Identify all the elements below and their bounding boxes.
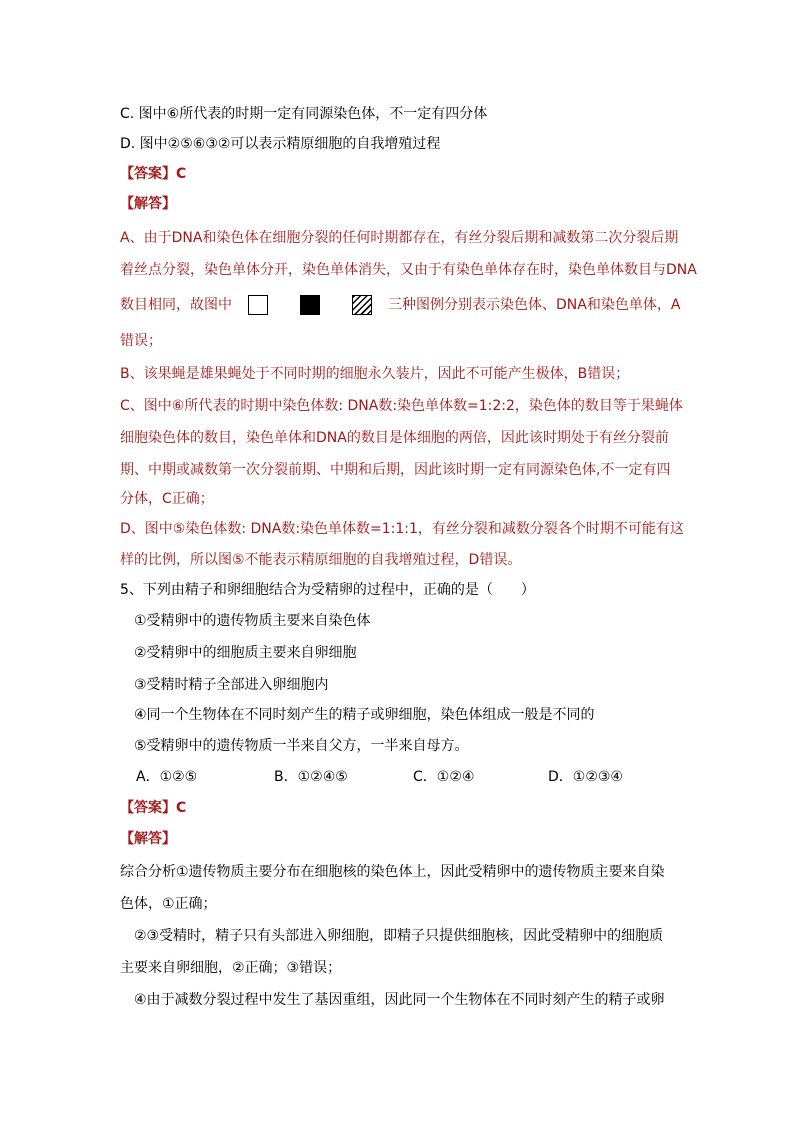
answer-label: 【答案】C (120, 166, 187, 182)
option-d-line: D. 图中②⑤⑥③②可以表示精原细胞的自我增殖过程 (120, 136, 441, 152)
answer-label-5: 【答案】C (120, 800, 187, 816)
legend-hatched-box-icon (352, 295, 372, 315)
solution-d-line-2: 样的比例，所以图⑤不能表示精原细胞的自我增殖过程，D错误。 (120, 552, 522, 568)
solution-c-line-1: C、图中⑥所代表的时期中染色体数: DNA数:染色单体数=1:2:2，染色体的数目等于果蝇体 (120, 398, 683, 414)
analysis-line-4: 主要来自卵细胞，②正确；③错误； (120, 960, 342, 976)
statement-5: ⑤受精卵中的遗传物质一半来自父方，一半来自母方。 (134, 738, 469, 754)
analysis-line-5: ④由于减数分裂过程中发生了基因重组，因此同一个生物体在不同时刻产生的精子或卵 (134, 992, 665, 1008)
option-c-line: C. 图中⑥所代表的时期一定有同源染色体，不一定有四分体 (120, 106, 488, 122)
solution-label-5: 【解答】 (120, 831, 176, 847)
analysis-line-3: ②③受精时，精子只有头部进入卵细胞，即精子只提供细胞核，因此受精卵中的细胞质 (134, 928, 664, 944)
statement-4: ④同一个生物体在不同时刻产生的精子或卵细胞，染色体组成一般是不同的 (134, 707, 595, 723)
solution-a-line-1: A、由于DNA和染色体在细胞分裂的任何时期都存在，有丝分裂后期和减数第二次分裂后期 (120, 230, 679, 246)
solution-b-line: B、该果蝇是雄果蝇处于不同时期的细胞永久装片，因此不可能产生极体，B错误； (120, 366, 630, 382)
solution-label: 【解答】 (120, 196, 176, 212)
analysis-line-1: 综合分析①遗传物质主要分布在细胞核的染色体上，因此受精卵中的遗传物质主要来自染 (120, 864, 665, 880)
statement-1: ①受精卵中的遗传物质主要来自染色体 (134, 613, 371, 629)
legend-intro-text: 数目相同，故图中 (120, 297, 232, 313)
solution-c-line-2: 细胞染色体的数目，染色单体和DNA的数目是体细胞的两倍，因此该时期处于有丝分裂前 (120, 430, 669, 446)
legend-black-box-icon (300, 295, 320, 315)
choice-a: A．①②⑤ (136, 769, 198, 785)
solution-a-line-4: 错误； (120, 333, 162, 349)
choice-b: B．①②④⑤ (274, 769, 348, 785)
solution-a-line-3 (120, 293, 680, 317)
analysis-line-2: 色体，①正确； (120, 896, 217, 912)
solution-c-line-3: 期、中期或减数第一次分裂前期、中期和后期，因此该时期一定有同源染色体,不一定有四 (120, 462, 671, 478)
choice-d: D．①②③④ (548, 769, 623, 785)
solution-d-line-1: D、图中⑤染色体数: DNA数:染色单体数=1:1:1，有丝分裂和减数分裂各个时期不可能有这 (120, 521, 684, 537)
solution-a-line-2: 着丝点分裂，染色单体分开，染色单体消失，又由于有染色单体存在时，染色单体数目与DNA (120, 262, 697, 278)
legend-explain-text: 三种图例分别表示染色体、DNA和染色单体，A (388, 297, 681, 313)
solution-c-line-4: 分体，C正确； (120, 491, 214, 507)
question-5-stem: 5、下列由精子和卵细胞结合为受精卵的过程中，正确的是（ ） (120, 582, 535, 598)
statement-3: ③受精时精子全部进入卵细胞内 (134, 677, 329, 693)
legend-white-box-icon (248, 295, 268, 315)
statement-2: ②受精卵中的细胞质主要来自卵细胞 (134, 645, 357, 661)
choice-c: C．①②④ (413, 769, 475, 785)
